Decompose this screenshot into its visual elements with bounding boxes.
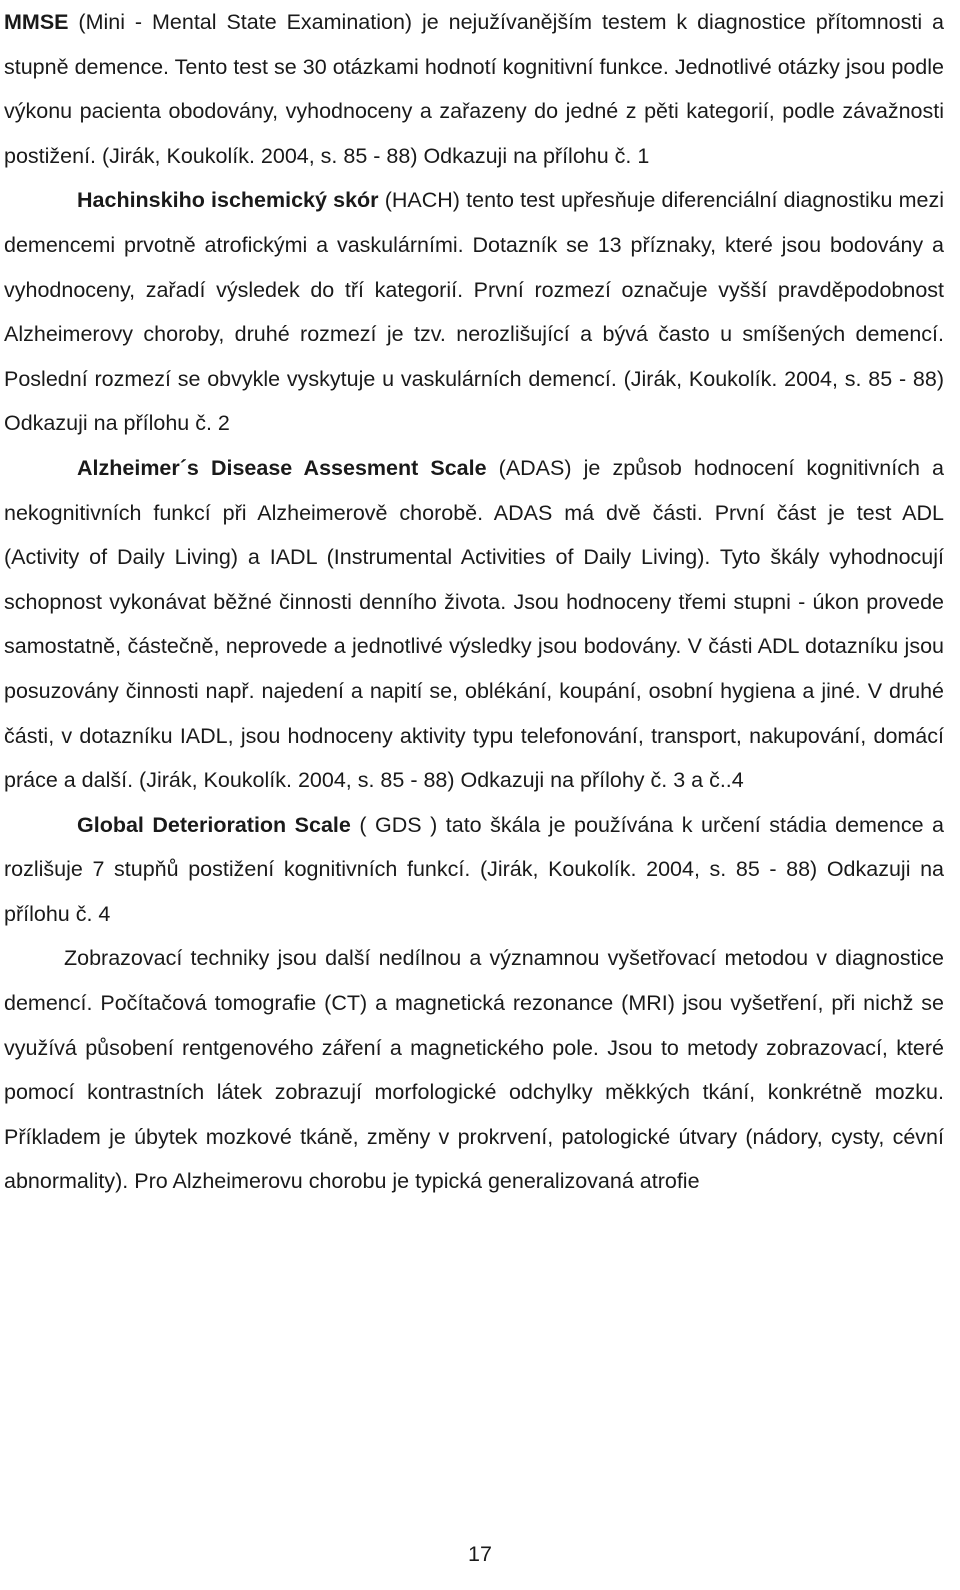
paragraph-gds (4, 803, 944, 937)
paragraph-imaging-text: Zobrazovací techniky jsou další nedílnou a významnou vyšetřovací metodou v diagnostice demencí. Počítačová tomografie (CT) a magnetická rezonance (MRI) jsou vyšetření, při nichž se využívá působení rentgenového záření a magnetického pole. Jsou to metody zobrazovací, které pomocí kontrastních látek zobrazují morfologické odchylky měkkých tkání, konkrétně mozku. Příkladem je úbytek mozkové tkáně, změny v prokrvení, patologické útvary (nádory, cysty, cévní abnormality). Pro Alzheimerovu chorobu je typická generalizovaná atrofie (4, 946, 944, 1194)
paragraph-hach (4, 178, 944, 446)
paragraph-adas (4, 446, 944, 803)
page-number: 17 (468, 1542, 492, 1566)
term-adas: Alzheimer´s Disease Assesment Scale (77, 455, 487, 480)
paragraph-adas-text: (ADAS) je způsob hodnocení kognitivních a nekognitivních funkcí při Alzheimerově chorobě. ADAS má dvě části. První část je test ADL (Activity of Daily Living) a IADL (Instrumental Activities of Daily Living). Tyto škály vyhodnocují schopnost vykonávat běžné činnosti denního života. Jsou hodnoceny třemi stupni - úkon provede samostatně, částečně, neprovede a jednotlivé výsledky jsou bodovány. V části ADL dotazníku jsou posuzovány činnosti např. najedení a napití se, oblékání, koupání, osobní hygiena a jiné. V druhé části, v dotazníku IADL, jsou hodnoceny aktivity typu telefonování, transport, nakupování, domácí práce a další. (Jirák, Koukolík. 2004, s. 85 - 88) Odkazuji na přílohy č. 3 a č..4 (4, 455, 944, 793)
document-page (4, 0, 944, 1204)
paragraph-gds-text: ( GDS ) tato škála je používána k určení stádia demence a rozlišuje 7 stupňů postižení kognitivních funkcí. (Jirák, Koukolík. 2004, s. 85 - 88) Odkazuji na přílohu č. 4 (4, 812, 945, 926)
paragraph-hach-text: (HACH) tento test upřesňuje diferenciální diagnostiku mezi demencemi prvotně atrofickými a vaskulárními. Dotazník se 13 příznaky, které jsou bodovány a vyhodnoceny, zařadí výsledek do tří kategorií. První rozmezí označuje vyšší pravděpodobnost Alzheimerovy choroby, druhé rozmezí je tzv. nerozlišující a bývá často u smíšených demencí. Poslední rozmezí se obvykle vyskytuje u vaskulárních demencí. (Jirák, Koukolík. 2004, s. 85 - 88) Odkazuji na přílohu č. 2 (4, 188, 944, 436)
paragraph-imaging (4, 936, 944, 1204)
paragraph-mmse-text: (Mini - Mental State Examination) je nejužívanějším testem k diagnostice přítomnosti a stupně demence. Tento test se 30 otázkami hodnotí kognitivní funkce. Jednotlivé otázky jsou podle výkonu pacienta obodovány, vyhodnoceny a zařazeny do jedné z pěti kategorií, podle závažnosti postižení. (Jirák, Koukolík. 2004, s. 85 - 88) Odkazuji na přílohu č. 1 (4, 10, 944, 168)
term-hach: Hachinskiho ischemický skór (77, 188, 379, 213)
paragraph-mmse (4, 0, 944, 178)
term-mmse: MMSE (4, 10, 69, 34)
term-gds: Global Deterioration Scale (77, 812, 351, 837)
